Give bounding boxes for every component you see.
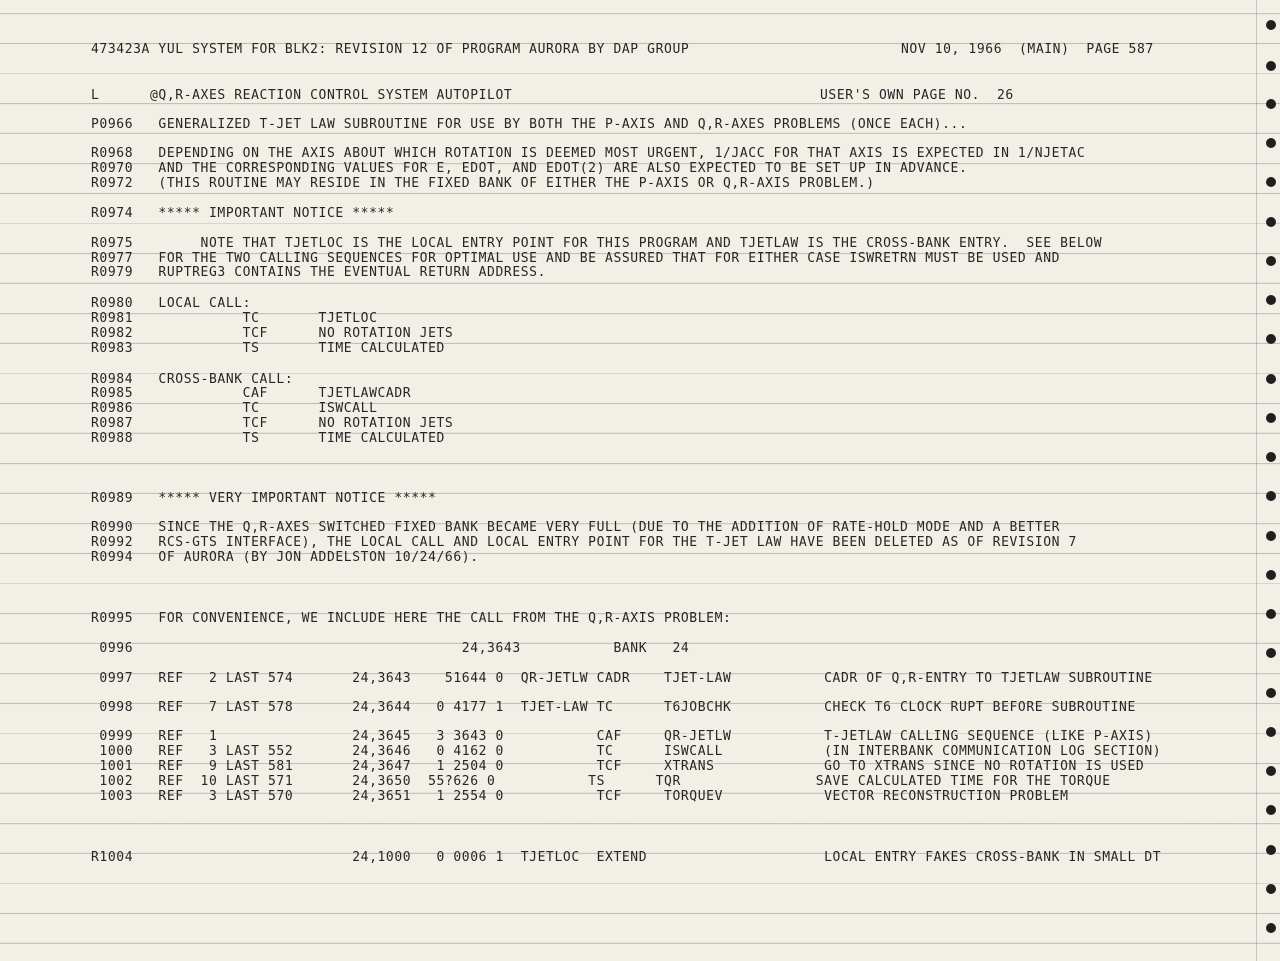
listing-line-r0979: R0979 RUPTREG3 CONTAINS THE EVENTUAL RETURN ADDRESS.	[91, 265, 547, 280]
listing-line-r0970: R0970 AND THE CORRESPONDING VALUES FOR E, EDOT, AND EDOT(2) ARE ALSO EXPECTED TO BE SET UP IN ADVANCE.	[91, 161, 968, 176]
listing-line-r0988: R0988 TS TIME CALCULATED	[91, 431, 445, 446]
listing-line-0999: 0999 REF 1 24,3645 3 3643 0 CAF QR-JETLW T-JETLAW CALLING SEQUENCE (LIKE P-AXIS)	[91, 729, 1153, 744]
listing-line-0998: 0998 REF 7 LAST 578 24,3644 0 4177 1 TJET-LAW TC T6JOBCHK CHECK T6 CLOCK RUPT BEFORE SUBROUTINE	[91, 700, 1136, 715]
listing-line-r0986: R0986 TC ISWCALL	[91, 401, 378, 416]
listing-line-0997: 0997 REF 2 LAST 574 24,3643 51644 0 QR-JETLW CADR TJET-LAW CADR OF Q,R-ENTRY TO TJETLAW SUBROUTINE	[91, 671, 1153, 686]
feed-hole	[1266, 295, 1276, 305]
feed-hole	[1266, 256, 1276, 266]
feed-hole	[1266, 845, 1276, 855]
feed-hole	[1266, 20, 1276, 30]
listing-line-r0982: R0982 TCF NO ROTATION JETS	[91, 326, 454, 341]
feed-hole	[1266, 609, 1276, 619]
listing-line-r0985: R0985 CAF TJETLAWCADR	[91, 386, 412, 401]
listing-line-1003: 1003 REF 3 LAST 570 24,3651 1 2554 0 TCF TORQUEV VECTOR RECONSTRUCTION PROBLEM	[91, 789, 1069, 804]
feed-hole	[1266, 177, 1276, 187]
feed-hole	[1266, 217, 1276, 227]
listing-line-1002: 1002 REF 10 LAST 571 24,3650 55?626 0 TS TQR SAVE CALCULATED TIME FOR THE TORQUE	[91, 774, 1111, 789]
feed-hole	[1266, 99, 1276, 109]
listing-line-r0977: R0977 FOR THE TWO CALLING SEQUENCES FOR OPTIMAL USE AND BE ASSURED THAT FOR EITHER CASE ISWRETRN MUST BE USED AND	[91, 251, 1061, 266]
listing-line-r0972: R0972 (THIS ROUTINE MAY RESIDE IN THE FIXED BANK OF EITHER THE P-AXIS OR Q,R-AXIS PROBLEM.)	[91, 176, 875, 191]
header-left: 473423A YUL SYSTEM FOR BLK2: REVISION 12 OF PROGRAM AURORA BY DAP GROUP	[91, 42, 690, 57]
feed-hole	[1266, 805, 1276, 815]
listing-line-r0984: R0984 CROSS-BANK CALL:	[91, 372, 294, 387]
feed-hole	[1266, 374, 1276, 384]
feed-hole	[1266, 923, 1276, 933]
perforation-edge	[1256, 0, 1257, 961]
listing-line-r0974: R0974 ***** IMPORTANT NOTICE *****	[91, 206, 395, 221]
feed-hole	[1266, 648, 1276, 658]
listing-line-r0992: R0992 RCS-GTS INTERFACE), THE LOCAL CALL AND LOCAL ENTRY POINT FOR THE T-JET LAW HAVE BEEN DELETED AS OF REVISION 7	[91, 535, 1077, 550]
feed-hole	[1266, 452, 1276, 462]
feed-hole	[1266, 413, 1276, 423]
listing-line-r0989: R0989 ***** VERY IMPORTANT NOTICE *****	[91, 491, 437, 506]
subheader-left: L @Q,R-AXES REACTION CONTROL SYSTEM AUTOPILOT	[91, 88, 513, 103]
header-right: NOV 10, 1966 (MAIN) PAGE 587	[901, 42, 1154, 57]
feed-hole	[1266, 61, 1276, 71]
listing-line-r0983: R0983 TS TIME CALCULATED	[91, 341, 445, 356]
listing-line-r0995: R0995 FOR CONVENIENCE, WE INCLUDE HERE THE CALL FROM THE Q,R-AXIS PROBLEM:	[91, 611, 732, 626]
listing-line-r1004: R1004 24,1000 0 0006 1 TJETLOC EXTEND LOCAL ENTRY FAKES CROSS-BANK IN SMALL DT	[91, 850, 1162, 865]
feed-hole	[1266, 138, 1276, 148]
feed-hole	[1266, 688, 1276, 698]
feed-hole	[1266, 334, 1276, 344]
listing-line-r0981: R0981 TC TJETLOC	[91, 311, 378, 326]
listing-line-1000: 1000 REF 3 LAST 552 24,3646 0 4162 0 TC ISWCALL (IN INTERBANK COMMUNICATION LOG SECTION)	[91, 744, 1162, 759]
listing-line-r0990: R0990 SINCE THE Q,R-AXES SWITCHED FIXED BANK BECAME VERY FULL (DUE TO THE ADDITION OF RATE-HOLD MODE AND A BETTER	[91, 520, 1061, 535]
listing-line-r0980: R0980 LOCAL CALL:	[91, 296, 252, 311]
feed-hole	[1266, 884, 1276, 894]
listing-line-p0966: P0966 GENERALIZED T-JET LAW SUBROUTINE FOR USE BY BOTH THE P-AXIS AND Q,R-AXES PROBLEMS (ONCE EACH)...	[91, 117, 968, 132]
feed-hole	[1266, 727, 1276, 737]
listing-line-r0975: R0975 NOTE THAT TJETLOC IS THE LOCAL ENTRY POINT FOR THIS PROGRAM AND TJETLAW IS THE CROSS-BANK ENTRY. SEE BELOW	[91, 236, 1103, 251]
feed-hole	[1266, 766, 1276, 776]
subheader-right: USER'S OWN PAGE NO. 26	[820, 88, 1014, 103]
listing-line-0996: 0996 24,3643 BANK 24	[91, 641, 690, 656]
feed-hole	[1266, 531, 1276, 541]
feed-hole	[1266, 491, 1276, 501]
feed-hole	[1266, 570, 1276, 580]
listing-line-1001: 1001 REF 9 LAST 581 24,3647 1 2504 0 TCF XTRANS GO TO XTRANS SINCE NO ROTATION IS USED	[91, 759, 1145, 774]
listing-line-r0994: R0994 OF AURORA (BY JON ADDELSTON 10/24/66).	[91, 550, 479, 565]
listing-line-r0968: R0968 DEPENDING ON THE AXIS ABOUT WHICH ROTATION IS DEEMED MOST URGENT, 1/JACC FOR THAT AXIS IS EXPECTED IN 1/NJETAC	[91, 146, 1086, 161]
listing-line-r0987: R0987 TCF NO ROTATION JETS	[91, 416, 454, 431]
